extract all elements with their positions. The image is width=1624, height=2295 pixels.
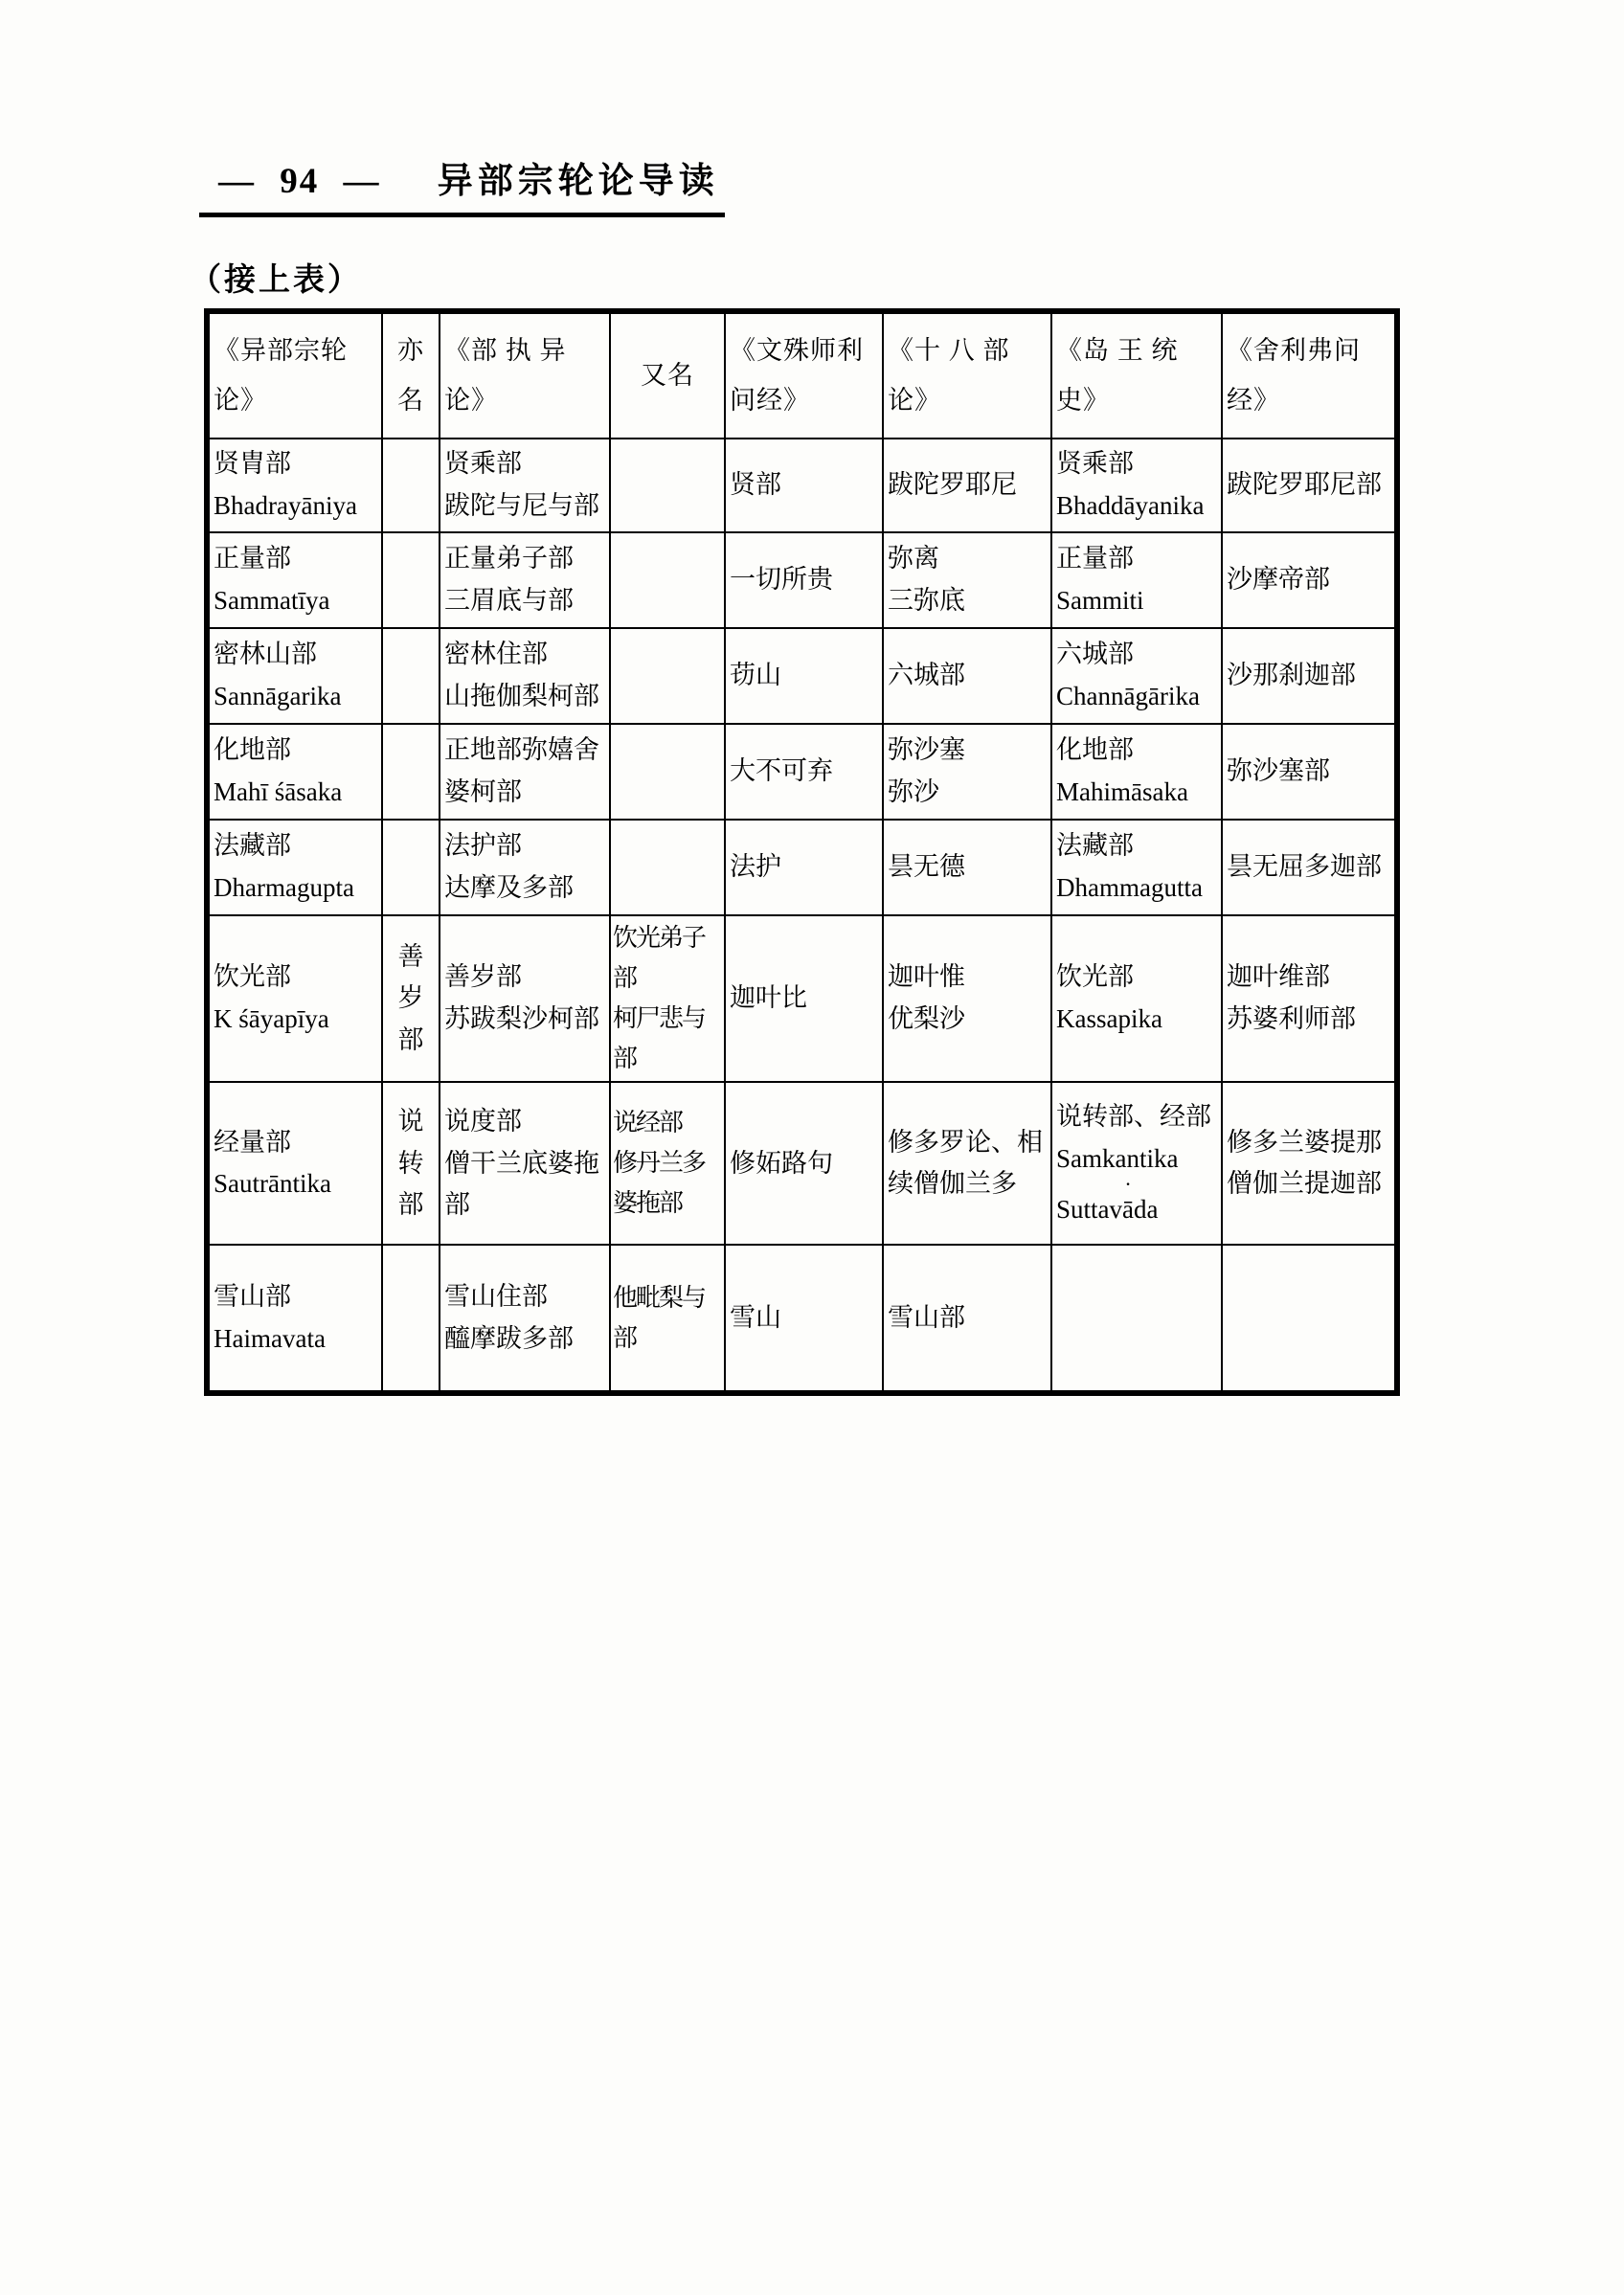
column-header [610, 311, 725, 439]
cell-line: Suttavāda [1056, 1195, 1159, 1225]
column-header [440, 311, 610, 439]
cell-line: 贤胄部 [214, 449, 291, 479]
cell-line: 贤乘部 [444, 449, 522, 479]
cell-line: 醯摩跋多部 [444, 1323, 574, 1353]
cell-line: 贤乘部 [1056, 449, 1134, 479]
cell-line: 婆柯部 [444, 777, 522, 806]
table-cell [883, 628, 1051, 724]
cell-line: 饮光部 [214, 962, 291, 992]
table-cell [382, 1245, 440, 1393]
cell-line: 六城部 [888, 661, 965, 690]
table-cell [1051, 628, 1222, 724]
cell-line: 苏婆利师部 [1227, 1004, 1356, 1034]
table-body [207, 439, 1397, 1393]
cell-line: Sannāgarika [214, 682, 342, 710]
table-cell [440, 820, 610, 915]
table-cell [1051, 724, 1222, 820]
cell-line: 雪山部 [888, 1303, 965, 1333]
cell-line: 柯尸悲与部 [613, 1004, 706, 1073]
cell-line: 正量弟子部 [444, 544, 574, 574]
cell-line: Sammatīya [214, 586, 330, 615]
cell-line: 弥沙塞部 [1227, 756, 1330, 786]
cell-line: 沙摩帝部 [1227, 565, 1330, 595]
cell-line: 昙无屈多迦部 [1227, 852, 1382, 882]
cell-line: Sautrāntika [214, 1169, 331, 1199]
table-cell [207, 1082, 382, 1245]
cell-line: 说 [397, 1106, 424, 1136]
cell-line: 跋陀罗耶尼 [888, 470, 1017, 500]
cell-line: 部 [444, 1190, 470, 1220]
cell-line: Bhadrayāniya [214, 491, 357, 520]
cell-line: Haimavata [214, 1323, 326, 1353]
table-cell [1222, 1245, 1397, 1393]
cell-line: 六城部 [1056, 640, 1134, 669]
cell-line: 部 [397, 1025, 424, 1055]
cell-line: Kassapika [1056, 1004, 1162, 1034]
cell-line: 苆山 [730, 661, 781, 690]
cell-line: 雪山 [730, 1303, 781, 1333]
table-cell [883, 724, 1051, 820]
table-cell [207, 1245, 382, 1393]
cell-line: 《异部宗轮 [214, 336, 348, 366]
cell-line: Bhaddāyanika [1056, 491, 1205, 520]
column-header [207, 311, 382, 439]
continuation-note: （接上表） [190, 263, 362, 298]
cell-line: 苏跋梨沙柯部 [444, 1004, 599, 1034]
table-row [207, 724, 1397, 820]
table-cell [1222, 532, 1397, 628]
cell-line: 跋陀罗耶尼部 [1227, 470, 1382, 500]
column-header [725, 311, 883, 439]
running-head-title: 异部宗轮论导读 [437, 162, 719, 201]
table-cell [610, 628, 725, 724]
cell-line: 僧干兰底婆拖 [444, 1148, 599, 1178]
cell-line: 弥沙塞 [888, 735, 965, 765]
cell-line: 大不可弃 [730, 756, 833, 786]
cell-line: 跋陀与尼与部 [444, 491, 599, 520]
table-cell [1222, 439, 1397, 532]
cell-line: 三眉底与部 [444, 586, 574, 615]
cell-line: 沙那刹迦部 [1227, 661, 1356, 690]
cell-line: 《岛 王 统 [1056, 336, 1179, 366]
page-number-dash-left: — [218, 162, 256, 201]
cell-line: 又名 [641, 360, 694, 390]
table-cell [382, 724, 440, 820]
page-number: 94 [280, 162, 320, 201]
table-cell [883, 820, 1051, 915]
table-cell [1222, 820, 1397, 915]
table-cell [883, 915, 1051, 1082]
cell-line: 达摩及多部 [444, 873, 574, 902]
table-cell [440, 1082, 610, 1245]
cell-line: 说度部 [444, 1106, 522, 1136]
table-cell [610, 1245, 725, 1393]
column-header [382, 311, 440, 439]
cell-line: 正地部弥嬉舍 [444, 735, 599, 765]
cell-line: 经》 [1227, 385, 1280, 415]
cell-line: 正量部 [1056, 544, 1134, 574]
cell-line: 密林山部 [214, 640, 317, 669]
cell-line: 岁 [397, 983, 424, 1013]
table-cell [725, 628, 883, 724]
cell-line: 论》 [444, 385, 498, 415]
table-cell [440, 628, 610, 724]
table-cell [207, 628, 382, 724]
cell-line: 修丹兰多 [613, 1149, 706, 1178]
table-cell [440, 532, 610, 628]
cell-line: 僧伽兰提迦部 [1227, 1169, 1382, 1199]
table-cell [1222, 915, 1397, 1082]
table-cell [207, 915, 382, 1082]
cell-line: 善岁部 [444, 962, 522, 992]
column-header [1222, 311, 1397, 439]
table-cell [382, 820, 440, 915]
cell-line: 山拖伽梨柯部 [444, 682, 599, 710]
cell-line: 化地部 [1056, 735, 1134, 765]
table-cell [725, 532, 883, 628]
table-row [207, 532, 1397, 628]
table-row [207, 1082, 1397, 1245]
cell-line: 名 [397, 385, 424, 415]
cell-line: 部 [397, 1190, 424, 1220]
cell-line: 饮光部 [1056, 962, 1134, 992]
table-cell [1222, 1082, 1397, 1245]
cell-line: 史》 [1056, 385, 1110, 415]
cell-line: 说经部 [613, 1109, 683, 1137]
cell-line: 迦叶惟 [888, 962, 965, 992]
table-cell [1051, 915, 1222, 1082]
cell-line: K śāyapīya [214, 1004, 329, 1034]
cell-line: 问经》 [730, 385, 810, 415]
table-cell [382, 915, 440, 1082]
table-cell [725, 1082, 883, 1245]
cell-line: 贤部 [730, 470, 781, 500]
cell-line: 续僧伽兰多 [888, 1169, 1017, 1199]
table-row [207, 820, 1397, 915]
table-row [207, 628, 1397, 724]
cell-line: 弥离 [888, 544, 939, 574]
cell-line: Mahī śāsaka [214, 777, 343, 806]
table-cell [610, 724, 725, 820]
cell-line: 密林住部 [444, 640, 548, 669]
cell-line: 雪山住部 [444, 1282, 548, 1312]
cell-line: 优梨沙 [888, 1004, 965, 1034]
table-cell [207, 532, 382, 628]
table-cell [440, 724, 610, 820]
cell-line: 雪山部 [214, 1282, 291, 1312]
table-cell [382, 532, 440, 628]
cell-line: 法藏部 [214, 831, 291, 861]
table-cell [725, 820, 883, 915]
cell-line: · [1124, 1172, 1132, 1197]
cell-line: 法藏部 [1056, 831, 1134, 861]
cell-line: Dharmagupta [214, 873, 354, 902]
cell-line: Sammiti [1056, 586, 1144, 615]
table-cell [725, 915, 883, 1082]
sects-table [204, 308, 1400, 1396]
table-cell [1051, 820, 1222, 915]
table-cell [440, 439, 610, 532]
cell-line: 《部 执 异 [444, 336, 567, 366]
table-cell [883, 532, 1051, 628]
cell-line: 部 [613, 1323, 637, 1352]
table-cell [207, 724, 382, 820]
cell-line: 善 [397, 941, 424, 971]
cell-line: 他毗梨与 [613, 1283, 706, 1312]
header-row [207, 311, 1397, 439]
table-cell [883, 439, 1051, 532]
table-cell [440, 1245, 610, 1393]
table-row [207, 439, 1397, 532]
column-header [883, 311, 1051, 439]
table-cell [725, 1245, 883, 1393]
table-cell [1222, 628, 1397, 724]
table-row [207, 1245, 1397, 1393]
cell-line: 弥沙 [888, 777, 939, 806]
cell-line: 《舍利弗问 [1227, 336, 1361, 366]
cell-line: 化地部 [214, 735, 291, 765]
cell-line: 饮光弟子部 [613, 924, 706, 993]
cell-line: 修多罗论、相 [888, 1127, 1043, 1157]
table-cell [1051, 439, 1222, 532]
table-cell [610, 439, 725, 532]
table-cell [1222, 724, 1397, 820]
table-cell [610, 532, 725, 628]
table-cell [883, 1245, 1051, 1393]
table-cell [883, 1082, 1051, 1245]
table-cell [382, 1082, 440, 1245]
page-header [199, 151, 725, 217]
cell-line: 婆拖部 [613, 1189, 683, 1218]
table-cell [610, 1082, 725, 1245]
cell-line: Mahimāsaka [1056, 777, 1188, 806]
cell-line: Samkantika [1056, 1143, 1179, 1173]
cell-line: 修妬路句 [730, 1148, 833, 1178]
table-head [207, 311, 1397, 439]
cell-line: 迦叶维部 [1227, 962, 1330, 992]
cell-line: Dhammagutta [1056, 873, 1203, 902]
table-cell [207, 439, 382, 532]
column-header [1051, 311, 1222, 439]
table-cell [382, 628, 440, 724]
cell-line: 转 [397, 1148, 424, 1178]
table-cell [382, 439, 440, 532]
page-number-dash-right: — [343, 162, 381, 201]
cell-line: 法护部 [444, 831, 522, 861]
table-cell [1051, 1082, 1222, 1245]
table-cell [1051, 1245, 1222, 1393]
cell-line: 三弥底 [888, 586, 965, 615]
table-cell [440, 915, 610, 1082]
table-cell [725, 439, 883, 532]
cell-line: 正量部 [214, 544, 291, 574]
cell-line: 《文殊师利 [730, 336, 864, 366]
cell-line: Channāgārika [1056, 682, 1200, 710]
table-cell [1051, 532, 1222, 628]
table-cell [610, 820, 725, 915]
cell-line: 《十 八 部 [888, 336, 1010, 366]
table-cell [610, 915, 725, 1082]
cell-line: 经量部 [214, 1127, 291, 1157]
table-cell [725, 724, 883, 820]
cell-line: 昙无德 [888, 852, 965, 882]
table-row [207, 915, 1397, 1082]
table-cell [207, 820, 382, 915]
cell-line: 亦 [397, 336, 424, 366]
cell-line: 论》 [214, 385, 267, 415]
cell-line: 说转部、经部 [1056, 1101, 1211, 1131]
cell-line: 论》 [888, 385, 941, 415]
cell-line: 法护 [730, 852, 781, 882]
cell-line: 一切所贵 [730, 565, 833, 595]
cell-line: 迦叶比 [730, 983, 807, 1013]
cell-line: 修多兰婆提那 [1227, 1127, 1382, 1157]
